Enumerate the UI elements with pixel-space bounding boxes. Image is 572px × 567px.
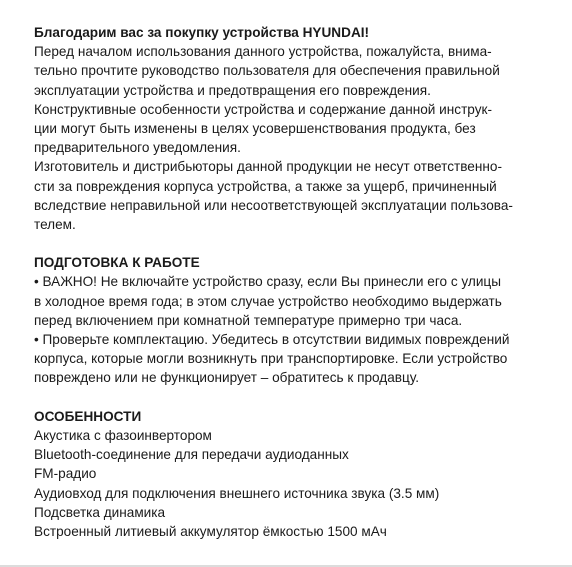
intro-line: сти за повреждения корпуса устройства, а также за ущерб, причиненный: [34, 178, 497, 194]
intro-line: Изготовитель и дистрибьюторы данной продукции не несут ответственно-: [34, 159, 502, 175]
intro-line: вследствие неправильной или несоответствующей эксплуатации пользова-: [34, 197, 513, 213]
preparation-line: в холодное время года; в этом случае устройство необходимо выдержать: [34, 293, 502, 309]
preparation-line: повреждено или не функционирует – обратитесь к продавцу.: [34, 370, 419, 386]
intro-line: телем.: [34, 216, 76, 232]
manual-page: [34, 23, 554, 541]
preparation-heading: ПОДГОТОВКА К РАБОТЕ: [34, 255, 200, 271]
features-heading: ОСОБЕННОСТИ: [34, 408, 142, 424]
feature-item: Подсветка динамика: [34, 504, 166, 520]
feature-item: Встроенный литиевый аккумулятор ёмкостью 1500 мАч: [34, 523, 387, 539]
intro-line: Перед началом использования данного устройства, пожалуйста, внима-: [34, 44, 492, 60]
intro-line: Конструктивные особенности устройства и содержание данной инструк-: [34, 101, 492, 117]
preparation-line: • Проверьте комплектацию. Убедитесь в отсутствии видимых повреждений: [34, 332, 510, 347]
preparation-line: • ВАЖНО! Не включайте устройство сразу, если Вы принесли его с улицы: [34, 274, 501, 290]
intro-line: эксплуатации устройства и предотвращения его повреждения.: [34, 82, 431, 98]
feature-item: FM-радио: [34, 466, 97, 482]
intro-line: предварительного уведомления.: [34, 140, 241, 156]
features-section: [34, 407, 554, 541]
intro-section: [34, 23, 554, 234]
intro-line: ции могут быть изменены в целях усовершенствования продукта, без: [34, 120, 476, 136]
preparation-section: [34, 253, 554, 387]
section-spacer: [34, 234, 554, 253]
feature-item: Bluetooth-соединение для передачи аудиоданных: [34, 447, 349, 463]
preparation-line: перед включением при комнатной температуре примерно три часа.: [34, 312, 463, 328]
feature-item: Аудиовход для подключения внешнего источника звука (3.5 мм): [34, 485, 440, 501]
section-spacer: [34, 388, 554, 407]
intro-line: тельно прочтите руководство пользователя для обеспечения правильной: [34, 63, 500, 79]
feature-item: Акустика с фазоинвертором: [34, 427, 212, 443]
preparation-line: корпуса, которые могли возникнуть при транспортировке. Если устройство: [34, 351, 508, 367]
intro-heading: Благодарим вас за покупку устройства HYUNDAI!: [34, 25, 370, 40]
